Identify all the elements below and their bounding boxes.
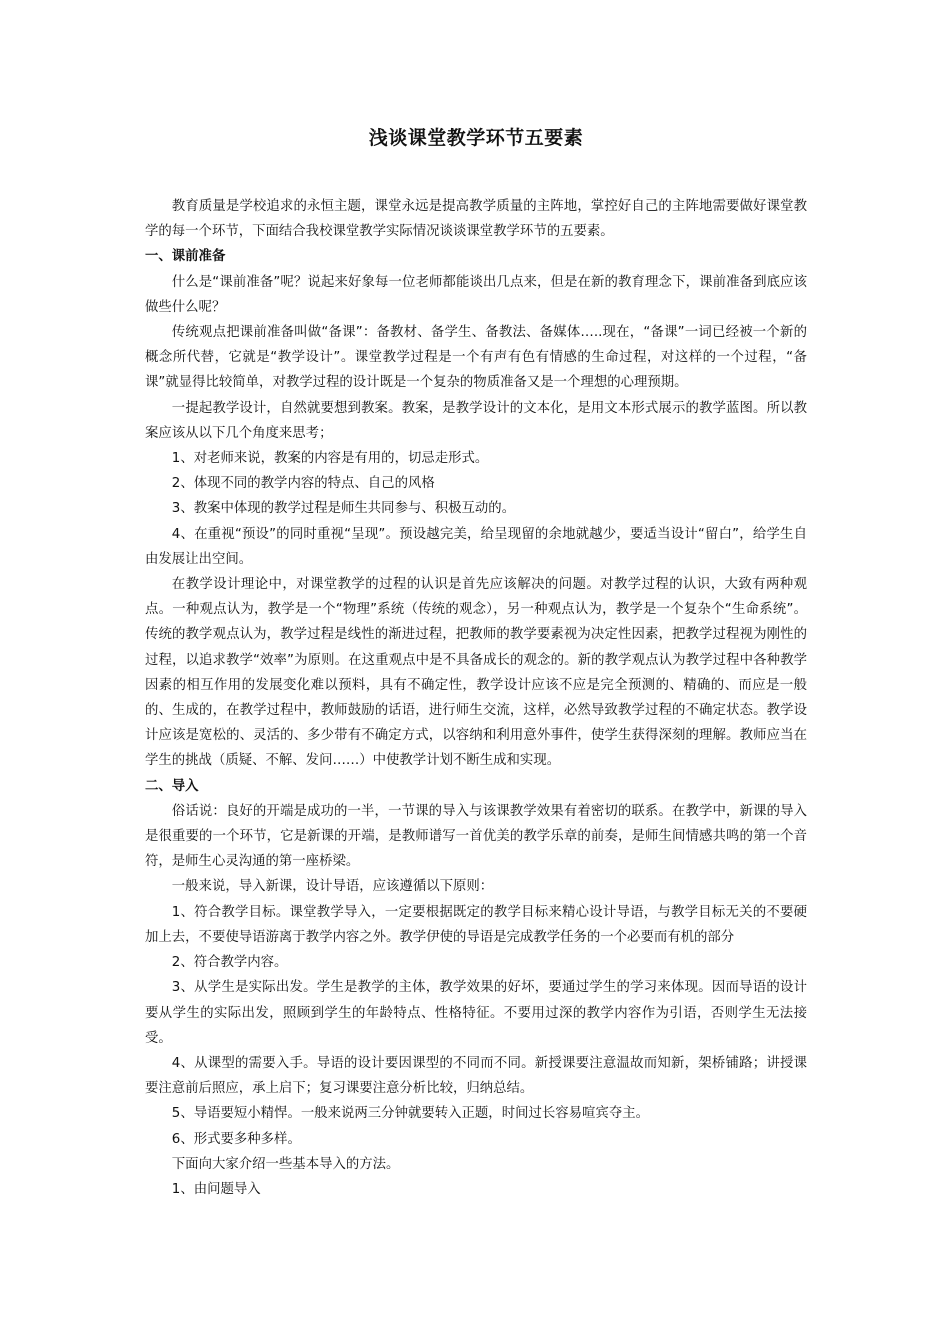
body-paragraph: 4、从课型的需要入手。导语的设计要因课型的不同而不同。新授课要注意温故而知新，架桥铺路；讲授课要注意前后照应，承上启下；复习课要注意分析比较，归纳总结。 [145, 1055, 807, 1097]
body-paragraph: 1、符合教学目标。课堂教学导入，一定要根据既定的教学目标来精心设计导语，与教学目标无关的不要硬加上去，不要使导语游离于教学内容之外。教学伊使的导语是完成教学任务的一个必要而有机的部分 [145, 904, 807, 945]
body-paragraph: 6、形式要多种多样。 [171, 1131, 301, 1147]
body-paragraph: 下面向大家介绍一些基本导入的方法。 [171, 1156, 400, 1172]
body-paragraph: 传统观点把课前准备叫做“备课”：备教材、备学生、备教法、备媒体…..现在，“备课”一词已经被一个新的概念所代替，它就是“教学设计”。课堂教学过程是一个有声有色有情感的生命过程，对这样的一个过程，“备课”就显得比较简单，对教学过程的设计既是一个复杂的物质准备又是一个理想的心理预期。 [145, 325, 807, 391]
body-paragraph: 2、符合教学内容。 [171, 955, 288, 971]
document-title: 浅谈课堂教学环节五要素 [368, 127, 584, 149]
body-paragraph: 在教学设计理论中，对课堂教学的过程的认识是首先应该解决的问题。对教学过程的认识，大致有两种观点。一种观点认为，教学是一个“物理”系统（传统的观念），另一种观点认为，教学是一个复杂个“生命系统”。传统的教学观点认为，教学过程是线性的渐进过程，把教师的教学要素视为决定性因素，把教学过程视为刚性的过程，以追求教学“效率”为原则。在这重观点中是不具备成长的观念的。新的教学观点认为教学过程中各种教学因素的相互作用的发展变化难以预料，具有不确定性，教学设计应该不应是完全预测的、精确的、而应是一般的、生成的，在教学过程中，教师鼓励的话语，进行师生交流，这样，必然导致教学过程的不确定状态。教学设计应该是宽松的、灵活的、多少带有不确定方式，以容纳和利用意外事件，使学生获得深刻的理解。教师应当在学生的挑战（质疑、不解、发问……）中使教学计划不断生成和实现。 [145, 577, 807, 769]
body-paragraph: 一提起教学设计，自然就要想到教案。教案，是教学设计的文本化，是用文本形式展示的教学蓝图。所以教案应该从以下几个角度来思考； [145, 400, 807, 441]
body-paragraph: 什么是“课前准备”呢？说起来好象每一位老师都能谈出几点来，但是在新的教育理念下，课前准备到底应该做些什么呢？ [145, 274, 807, 315]
body-paragraph: 5、导语要短小精悍。一般来说两三分钟就要转入正题，时间过长容易喧宾夺主。 [171, 1106, 649, 1122]
section-heading: 二、导入 [145, 778, 199, 794]
body-paragraph: 1、由问题导入 [171, 1181, 261, 1197]
body-paragraph: 1、对老师来说，教案的内容是有用的，切忌走形式。 [171, 451, 489, 467]
body-paragraph: 4、在重视“预设”的同时重视“呈现”。预设越完美，给呈现留的余地就越少，要适当设计“留白”，给学生自由发展让出空间。 [145, 526, 807, 567]
body-paragraph: 3、从学生是实际出发。学生是教学的主体，教学效果的好坏，要通过学生的学习来体现。因而导语的设计要从学生的实际出发，照顾到学生的年龄特点、性格特征。不要用过深的教学内容作为引语，否则学生无法接受。 [145, 980, 807, 1046]
section-heading: 一、课前准备 [145, 249, 226, 265]
document-body [145, 194, 807, 1202]
body-paragraph: 教育质量是学校追求的永恒主题，课堂永远是提高教学质量的主阵地，掌控好自己的主阵地需要做好课堂教学的每一个环节，下面结合我校课堂教学实际情况谈谈课堂教学环节的五要素。 [145, 199, 807, 240]
body-paragraph: 2、体现不同的教学内容的特点、自己的风格 [171, 476, 435, 492]
body-paragraph: 俗话说：良好的开端是成功的一半，一节课的导入与该课教学效果有着密切的联系。在教学中，新课的导入是很重要的一个环节，它是新课的开端，是教师谱写一首优美的教学乐章的前奏，是师生间情感共鸣的第一个音符，是师生心灵沟通的第一座桥梁。 [145, 803, 807, 870]
body-paragraph: 一般来说，导入新课，设计导语，应该遵循以下原则： [171, 879, 494, 895]
body-paragraph: 3、教案中体现的教学过程是师生共同参与、积极互动的。 [171, 501, 516, 517]
